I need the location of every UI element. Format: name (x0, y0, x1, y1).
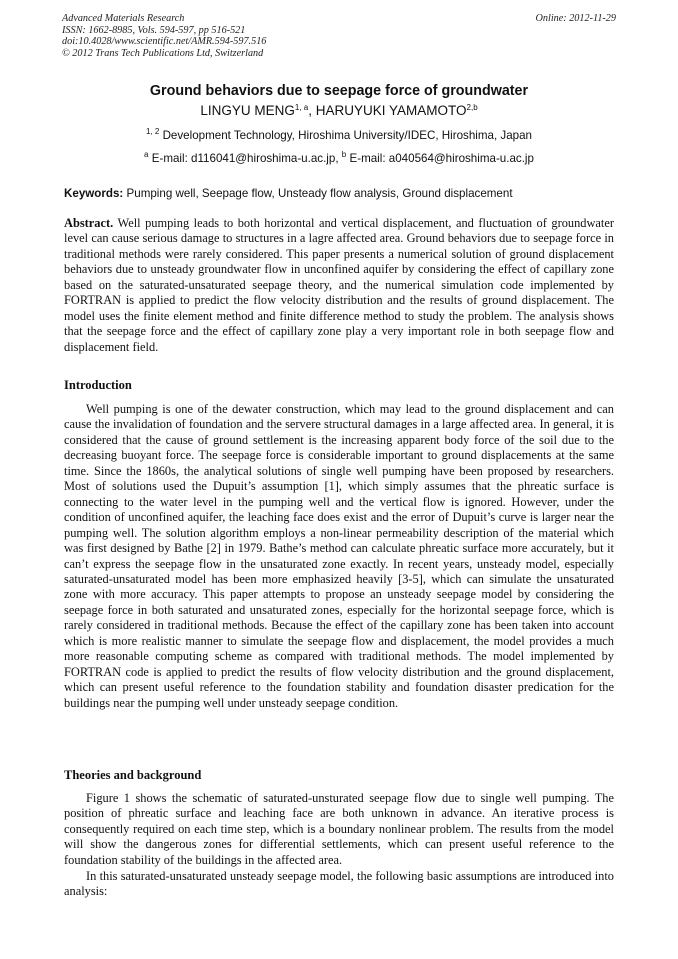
theories-paragraph-2: In this saturated-unsaturated unsteady seepage model, the following basic assumptions are introduced into analysis: (64, 869, 614, 899)
theories-heading: Theories and background (64, 768, 202, 782)
theories-paragraph-1: Figure 1 shows the schematic of saturated-unsturated seepage flow due to single well pumping. The position of phreatic surface and leaching face are both unknown in advance. An iterative process is consequently required on each time step, which is a boundary nonlinear problem. The results from the model will show the dangerous zones for differential settlements, which can present useful reference to the foundation stability of the buildings in the affected area. (64, 791, 614, 867)
author-name: LINGYU MENG (200, 103, 295, 118)
online-date: Online: 2012-11-29 (535, 13, 616, 24)
affiliation-sup: 1, 2 (145, 127, 160, 136)
email-line (62, 152, 616, 165)
email-sup: a (144, 150, 149, 159)
issn-line: ISSN: 1662-8985, Vols. 594-597, pp 516-521 (62, 24, 246, 36)
introduction-heading: Introduction (64, 378, 132, 392)
author-name: HARUYUKI YAMAMOTO (315, 103, 467, 118)
authors-line (62, 103, 616, 118)
email-a: E-mail: d116041@hiroshima-u.ac.jp, (151, 152, 339, 165)
abstract-label: Abstract. (64, 216, 114, 230)
author-sup: 1, a (294, 103, 309, 112)
author-sup: 2,b (466, 103, 478, 112)
email-b: E-mail: a040564@hiroshima-u.ac.jp (349, 152, 534, 165)
keywords-text: Pumping well, Seepage flow, Unsteady flow analysis, Ground displacement (126, 187, 513, 200)
keywords-line (64, 187, 616, 200)
abstract-text: Well pumping leads to both horizontal and vertical displacement, and fluctuation of groundwater level can cause serious damage to structures in a lagre affected area. Ground behaviors due to seepage force in traditional methods were rarely considered. This paper presents a numerical solution of ground displacement behaviors due to unsteady groundwater flow in unconfined aquifer by considering the effect of capillary zone based on the saturated-unsaturated seepage theory, and the numerical simulation code implemented by FORTRAN is applied to predict the flow velocity distribution and the results of ground displacement. The model uses the finite element method and finite difference method to study the problem. The analysis shows that the seepage force and the effect of capillary zone play a very important role in both seepage flow and displacement field. (64, 216, 614, 354)
keywords-label: Keywords: (64, 187, 124, 200)
copyright-line: © 2012 Trans Tech Publications Ltd, Switzerland (62, 47, 264, 59)
doi-line: doi:10.4028/www.scientific.net/AMR.594-597.516 (62, 36, 267, 48)
abstract-paragraph (64, 216, 614, 355)
journal-name: Advanced Materials Research (62, 13, 185, 24)
paper-title: Ground behaviors due to seepage force of groundwater (149, 83, 529, 99)
affiliation-line (62, 129, 616, 142)
journal-header (62, 13, 616, 59)
introduction-paragraph: Well pumping is one of the dewater construction, which may lead to the ground displacement and can cause the invalidation of foundation and the servere structural damages in a large affected area. In general, it is considered that the cause of ground settlement is the increasing apparent body force of the soil due to the decreasing buoyant force. The seepage force is considerable important to ground displacements at the same time. Since the 1860s, the analytical solutions of single well pumping have been proposed by researchers. Most of solutions used the Dupuit’s assumption [1], which simply assumes that the phreatic surface is connecting to the water level in the pumping well and the vertical flow is ignored. However, under the condition of unconfined aquifer, the leaching face does exist and the error of Dupuit’s curve is larger near the pumping well. The solution algorithm employs a non-linear permeability description of the material which was first designed by Bathe [2] in 1979. Bathe’s method can calculate phreatic surface more accurately, but it can’t express the seepage flow in the unsaturated zone exactly. In recent years, unsteady model, especially saturated-unsaturated model has been more emphasized heavily [3-5], which can simulate the unsaturated zone with more accuracy. This paper attempts to propose an unsteady seepage model by considering the seepage force in both saturated and unsaturated zones, especially for the horizontal seepage force, which is rarely considered in traditional methods. Because the effect of the capillary zone has been taken into account which is more realistic manner to simulate the seepage flow and displacement, the model provides a much more reasonable computing scheme as compared with traditional methods. The model implemented by FORTRAN code is applied to predict the results of flow velocity distribution and the ground displacement, which can present useful reference to the foundation stability and foundation disaster predication for the buildings near the pumping well under unsteady seepage condition. (64, 402, 614, 710)
email-sup: b (341, 150, 347, 159)
author-separator: , (308, 103, 316, 118)
affiliation-text: Development Technology, Hiroshima University/IDEC, Hiroshima, Japan (162, 129, 532, 142)
